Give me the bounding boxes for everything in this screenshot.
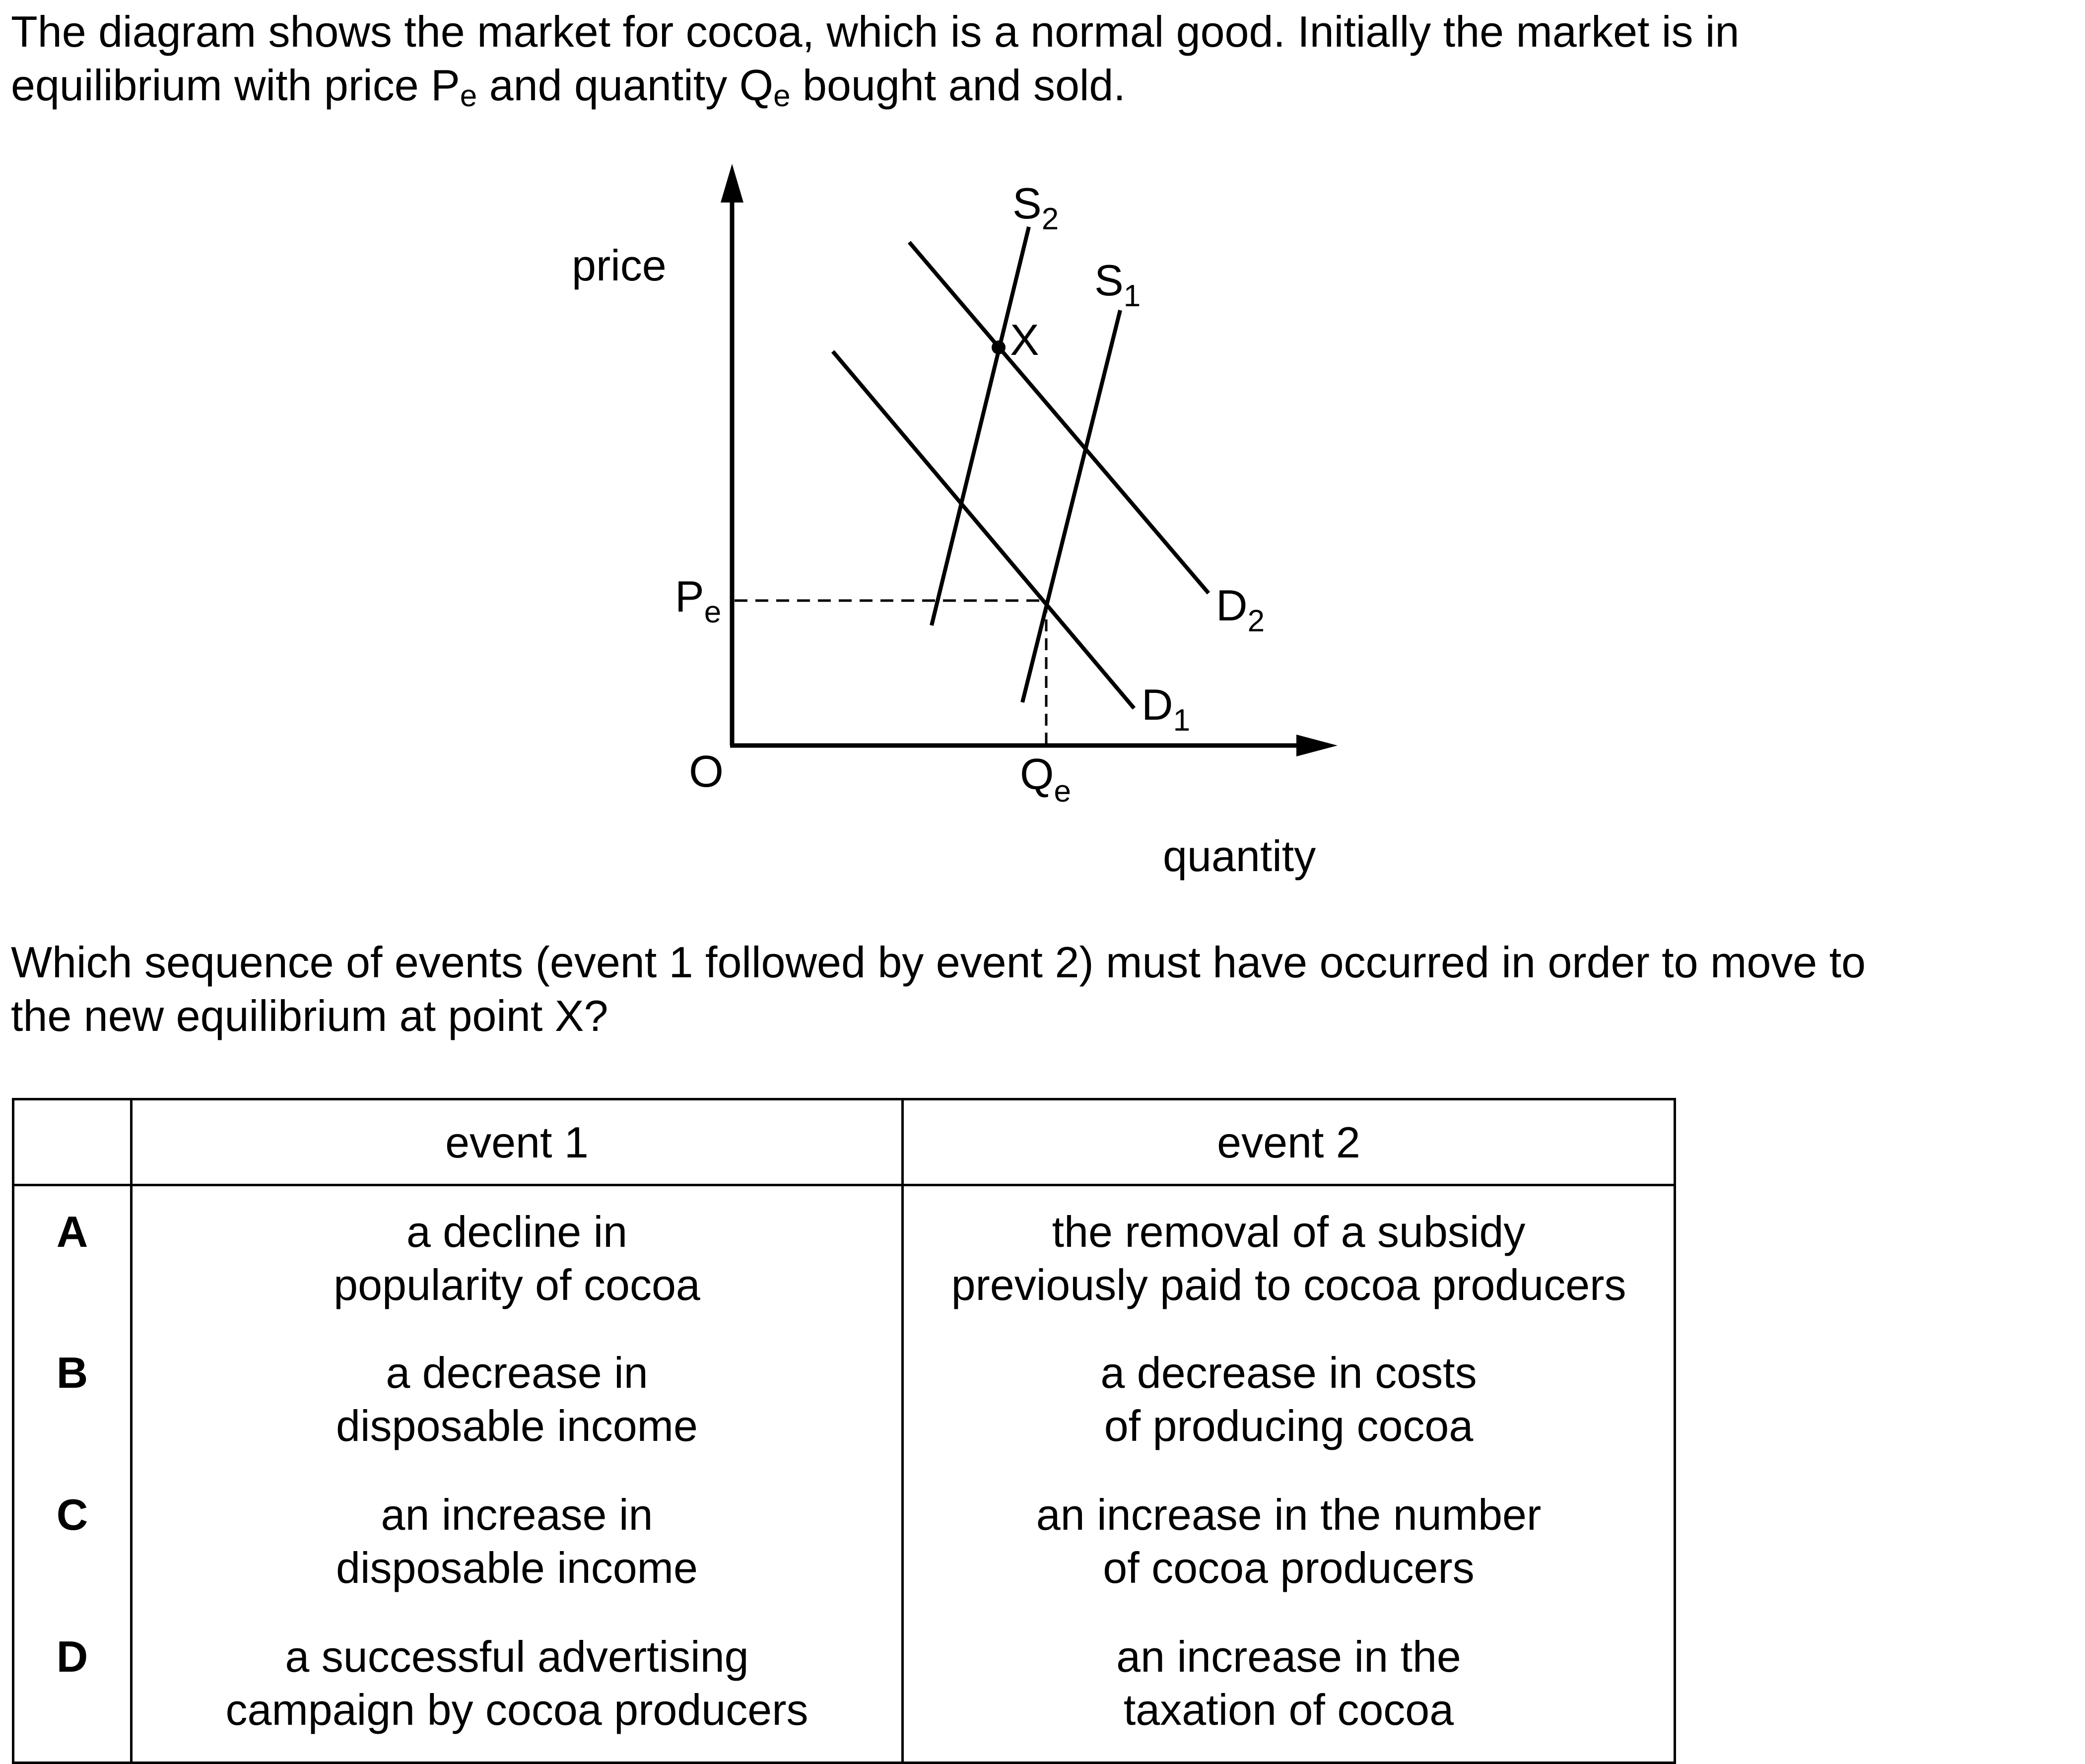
price-eq-label: [675, 572, 721, 629]
cell-line: taxation of cocoa: [1123, 1685, 1454, 1734]
origin-label: O: [689, 747, 724, 797]
option-event-1: [132, 1469, 903, 1611]
cell-line: disposable income: [336, 1401, 698, 1450]
cell-line: a successful advertising: [285, 1631, 749, 1681]
option-event-1: [132, 1611, 903, 1763]
option-letter: B: [13, 1327, 132, 1469]
question-line-2: the new equilibrium at point X?: [11, 991, 608, 1040]
option-row-c[interactable]: [13, 1469, 1675, 1611]
y-axis-label: price: [572, 241, 667, 290]
cell-line: a decrease in costs: [1100, 1348, 1477, 1397]
option-letter: D: [13, 1611, 132, 1763]
option-event-2: [903, 1469, 1675, 1611]
x-axis-arrow: [1296, 735, 1338, 756]
intro-text-part: equilibrium with price P: [11, 61, 460, 110]
intro-text-part: and quantity Q: [477, 61, 774, 110]
cell-line: an increase in the number: [1036, 1490, 1542, 1539]
label-subscript: 2: [1041, 202, 1059, 236]
intro-text-part: bought and sold.: [790, 61, 1126, 110]
cell-line: previously paid to cocoa producers: [951, 1260, 1626, 1309]
point-x-label: X: [1010, 315, 1039, 364]
header-event-2: event 2: [903, 1099, 1675, 1185]
s1-label: [1094, 256, 1141, 313]
label-main: P: [675, 572, 704, 621]
option-event-2: [903, 1327, 1675, 1469]
header-letter: [13, 1099, 132, 1185]
label-subscript: e: [1054, 774, 1071, 809]
option-row-b[interactable]: [13, 1327, 1675, 1469]
option-event-1: [132, 1185, 903, 1327]
option-letter: A: [13, 1185, 132, 1327]
label-main: S: [1012, 179, 1042, 228]
question-line-1: Which sequence of events (event 1 followed by event 2) must have occurred in order to move to: [11, 938, 1866, 987]
header-event-1: event 1: [132, 1099, 903, 1185]
option-event-1: [132, 1327, 903, 1469]
label-subscript: e: [704, 595, 722, 629]
option-row-a[interactable]: [13, 1185, 1675, 1327]
option-letter: C: [13, 1469, 132, 1611]
cell-line: disposable income: [336, 1543, 698, 1592]
label-subscript: 2: [1247, 604, 1265, 638]
question-text: [11, 936, 1991, 1043]
y-axis-arrow: [721, 164, 743, 203]
x-axis-label: quantity: [1163, 831, 1316, 881]
d1-label: [1142, 680, 1190, 738]
option-row-d[interactable]: [13, 1611, 1675, 1763]
label-main: D: [1216, 581, 1248, 630]
cell-line: a decline in: [406, 1207, 628, 1256]
subscript: e: [460, 79, 477, 113]
option-event-2: [903, 1185, 1675, 1327]
s2-label: [1012, 179, 1059, 236]
quantity-eq-label: [1020, 749, 1071, 809]
label-main: Q: [1020, 749, 1054, 799]
option-event-2: [903, 1611, 1675, 1763]
supply-curve-s1: [1022, 310, 1120, 702]
label-main: S: [1094, 256, 1124, 305]
cell-line: an increase in: [381, 1490, 653, 1539]
d2-label: [1216, 581, 1265, 638]
cell-line: campaign by cocoa producers: [225, 1685, 808, 1734]
cell-line: an increase in the: [1116, 1631, 1461, 1681]
table-header-row: [13, 1099, 1675, 1185]
cell-line: popularity of cocoa: [334, 1260, 700, 1309]
cell-line: the removal of a subsidy: [1052, 1207, 1526, 1256]
label-main: D: [1142, 680, 1173, 729]
label-subscript: 1: [1173, 703, 1191, 738]
label-subscript: 1: [1123, 279, 1141, 313]
cell-line: of cocoa producers: [1103, 1543, 1475, 1592]
cell-line: of producing cocoa: [1104, 1401, 1474, 1450]
subscript: e: [773, 79, 791, 113]
options-table: [12, 1098, 1676, 1764]
intro-line-1: The diagram shows the market for cocoa, which is a normal good. Initially the market is in: [11, 7, 1740, 56]
equilibrium-point-x: [992, 340, 1006, 354]
cell-line: a decrease in: [386, 1348, 648, 1397]
